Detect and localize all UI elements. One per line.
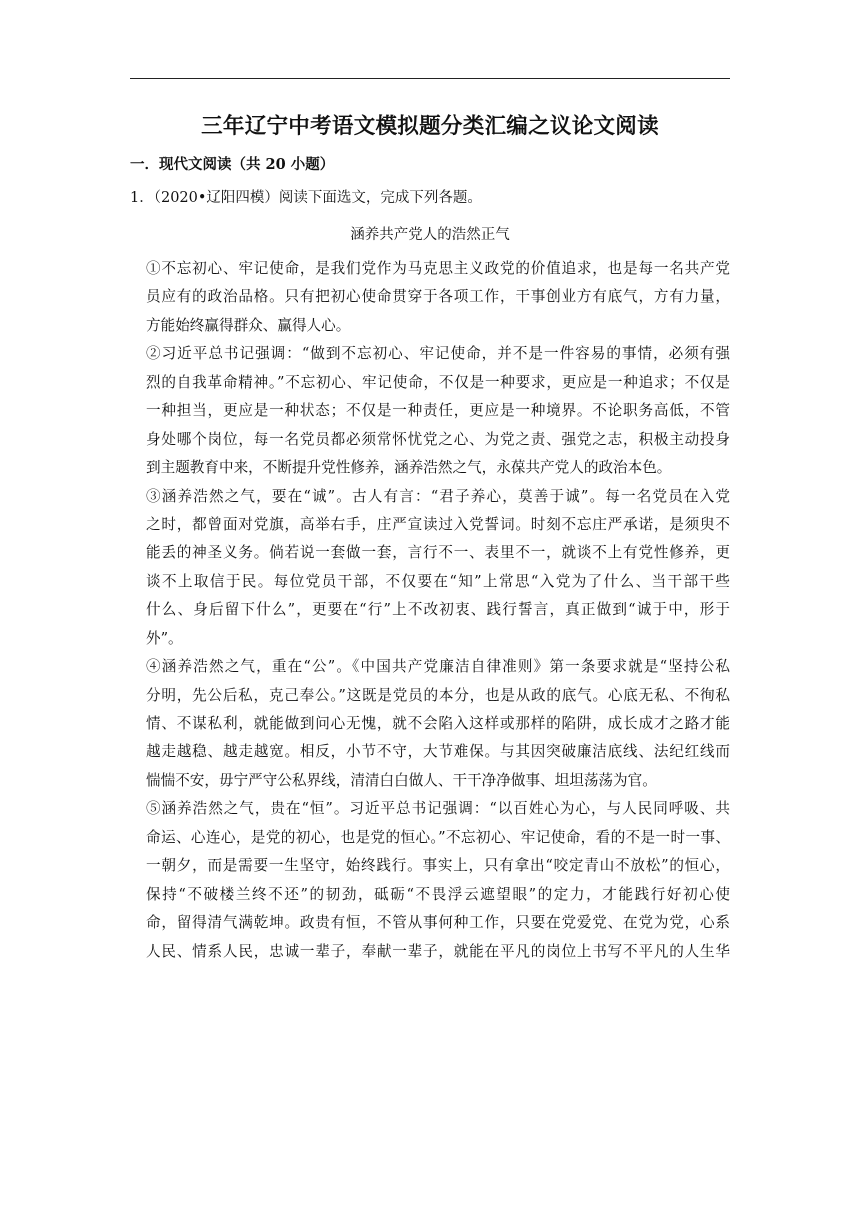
body-line: 惴惴不安，毋宁严守公私界线，清清白白做人、干干净净做事、坦坦荡荡为官。 [146, 771, 657, 789]
section-heading: 一．现代文阅读（共 20 小题） [130, 156, 335, 173]
body-line: 员应有的政治品格。只有把初心使命贯穿于各项工作，干事创业方有底气，方有力量， [146, 288, 730, 306]
body-line: 分明，先公后私，克己奉公。”这既是党员的本分，也是从政的底气。心底无私、不徇私 [146, 686, 730, 704]
body-line: ⑤涵养浩然之气，贵在“恒”。习近平总书记强调：“以百姓心为心，与人民同呼吸、共 [146, 800, 730, 818]
article-body [146, 255, 730, 966]
question-intro: 1．（2020•辽阳四模）阅读下面选文，完成下列各题。 [130, 190, 482, 206]
body-line: ③涵养浩然之气，要在“诚”。古人有言：“君子养心，莫善于诚”。每一名党员在入党 [146, 487, 730, 505]
body-line: 外”。 [146, 629, 183, 647]
body-line: 人民、情系人民，忠诚一辈子，奉献一辈子，就能在平凡的岗位上书写不平凡的人生华 [146, 942, 730, 960]
body-line: 命，留得清气满乾坤。政贵有恒，不管从事何种工作，只要在党爱党、在党为党，心系 [146, 914, 730, 932]
body-line: 方能始终赢得群众、赢得人心。 [146, 316, 351, 334]
body-line: 到主题教育中来，不断提升党性修养，涵养浩然之气，永葆共产党人的政治本色。 [146, 459, 672, 477]
document-title: 三年辽宁中考语文模拟题分类汇编之议论文阅读 [201, 114, 659, 139]
body-line: 身处哪个岗位，每一名党员都必须常怀忧党之心、为党之责、强党之志，积极主动投身 [146, 430, 730, 448]
body-line: 什么、身后留下什么”，更要在“行”上不改初衷、践行誓言，真正做到“诚于中，形于 [146, 601, 730, 619]
body-line: 命运、心连心，是党的初心，也是党的恒心。”不忘初心、牢记使命，看的不是一时一事、 [146, 828, 730, 846]
body-line: 谈不上取信于民。每位党员干部，不仅要在“知”上常思“入党为了什么、当干部干些 [146, 572, 730, 590]
body-line: 之时，都曾面对党旗，高举右手，庄严宣读过入党誓词。时刻不忘庄严承诺，是须臾不 [146, 515, 730, 533]
article-title: 涵养共产党人的浩然正气 [350, 227, 510, 243]
body-line: 能丢的神圣义务。倘若说一套做一套，言行不一、表里不一，就谈不上有党性修养，更 [146, 544, 730, 562]
body-line: 越走越稳、越走越宽。相反，小节不守，大节难保。与其因突破廉洁底线、法纪红线而 [146, 743, 730, 761]
body-line: ①不忘初心、牢记使命，是我们党作为马克思主义政党的价值追求，也是每一名共产党 [146, 260, 730, 277]
body-line: 烈的自我革命精神。”不忘初心、牢记使命，不仅是一种要求，更应是一种追求；不仅是 [146, 373, 730, 391]
body-line: 一种担当，更应是一种状态；不仅是一种责任，更应是一种境界。不论职务高低，不管 [146, 402, 730, 420]
body-line: ④涵养浩然之气，重在“公”。《中国共产党廉洁自律准则》第一条要求就是“坚持公私 [146, 658, 730, 676]
body-line: 情、不谋私利，就能做到问心无愧，就不会陷入这样或那样的陷阱，成长成才之路才能 [146, 715, 730, 732]
body-line: ②习近平总书记强调：“做到不忘初心、牢记使命，并不是一件容易的事情，必须有强 [146, 345, 730, 363]
body-line: 一朝夕，而是需要一生坚守，始终践行。事实上，只有拿出“咬定青山不放松”的恒心， [146, 857, 730, 875]
header-rule [130, 78, 730, 79]
body-line: 保持“不破楼兰终不还”的韧劲，砥砺“不畏浮云遮望眼”的定力，才能践行好初心使 [146, 885, 730, 903]
